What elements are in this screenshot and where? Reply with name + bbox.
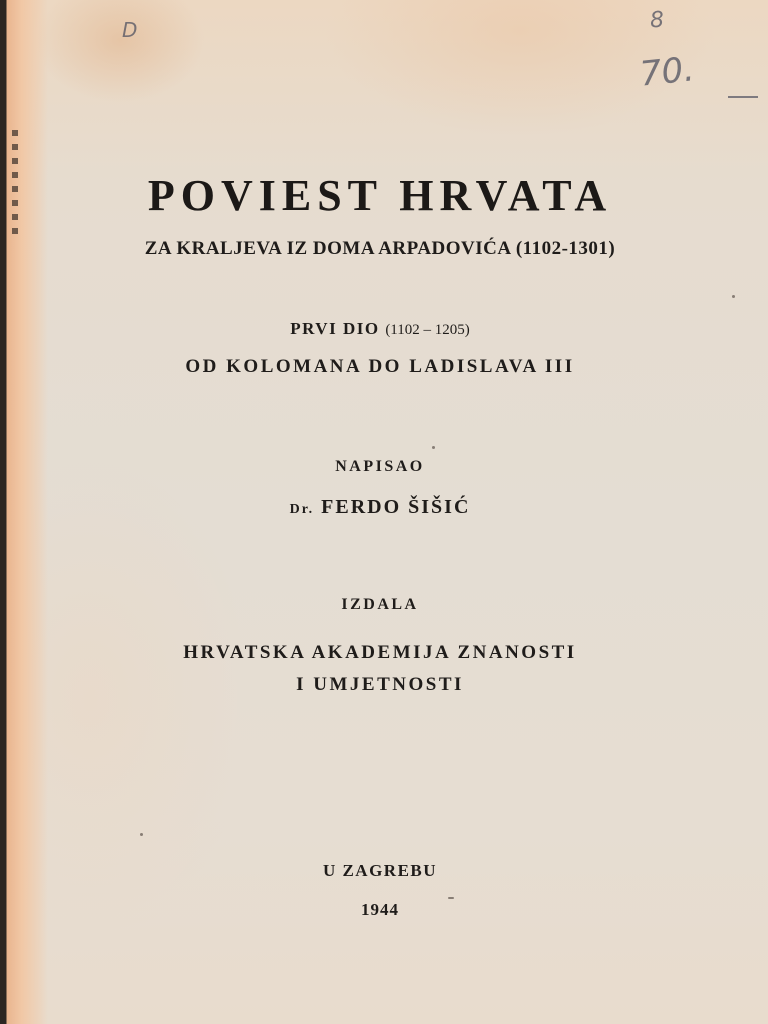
publisher-line-1: HRVATSKA AKADEMIJA ZNANOSTI: [183, 642, 577, 663]
part-heading: [60, 319, 700, 339]
handwritten-top-note: 8: [649, 7, 665, 34]
handwritten-number: 70.: [638, 49, 697, 95]
written-by-label: NAPISAO: [335, 458, 425, 475]
handwritten-corner-letter: D: [122, 18, 138, 42]
author-prefix: Dr.: [289, 502, 315, 517]
author-name: FERDO ŠIŠIĆ: [321, 496, 471, 518]
paper-speck: [732, 295, 735, 298]
paper-speck: [140, 833, 143, 836]
paper-speck: [448, 897, 454, 899]
part-years: (1102 – 1205): [385, 322, 470, 338]
book-title: POVIEST HRVATA: [147, 171, 613, 220]
part-label: PRVI DIO: [290, 319, 380, 338]
author-line: [60, 496, 700, 519]
publication-year: 1944: [361, 900, 399, 919]
paper-speck: [432, 446, 435, 449]
published-by-label: IZDALA: [341, 596, 419, 613]
publisher-line-2: I UMJETNOSTI: [296, 674, 464, 695]
binding-marks: [12, 130, 18, 240]
part-title: OD KOLOMANA DO LADISLAVA III: [185, 356, 575, 377]
pencil-dash: [728, 96, 758, 98]
publication-place: U ZAGREBU: [322, 861, 438, 880]
page-left-edge: [0, 0, 48, 1024]
book-subtitle: ZA KRALJEVA IZ DOMA ARPADOVIĆA (1102-1301): [144, 238, 616, 259]
